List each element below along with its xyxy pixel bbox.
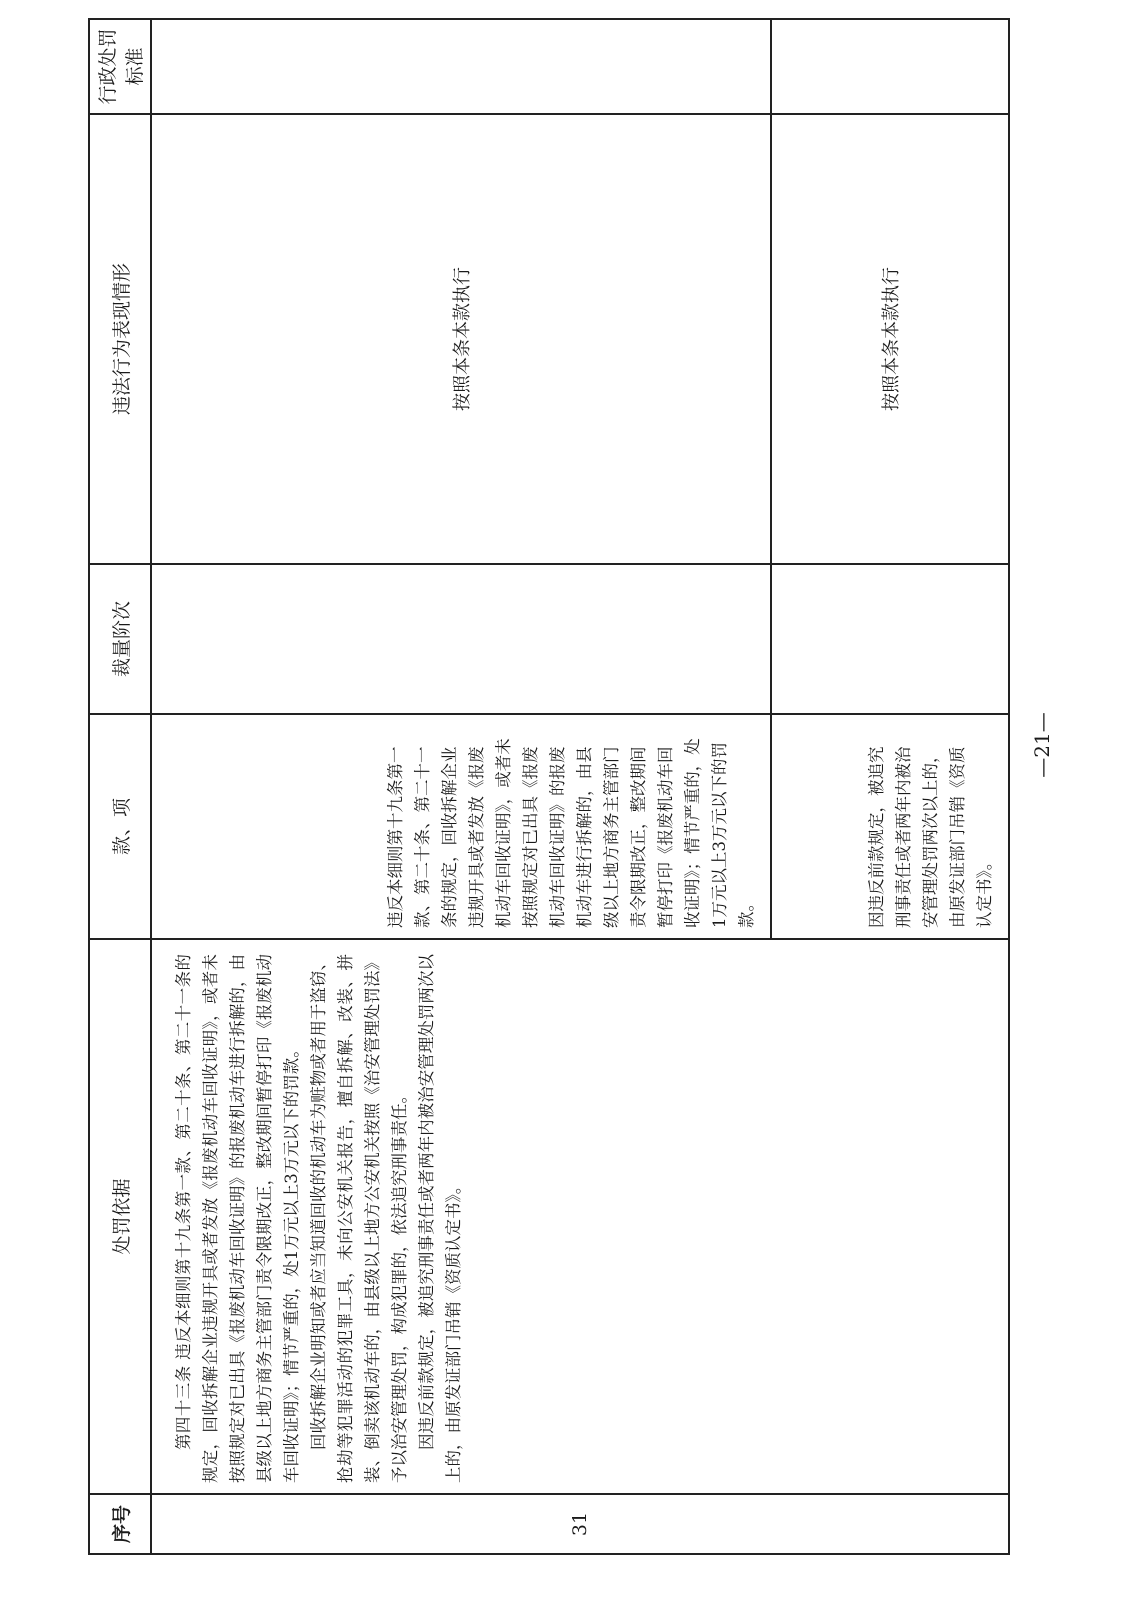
basis-cell (151, 939, 1009, 1494)
page-number: —21— (1030, 712, 1054, 778)
standard-cell (771, 19, 1009, 114)
clause-cell (151, 714, 771, 939)
header-situation: 违法行为表现情形 (89, 114, 151, 564)
situation-cell: 按照本条本款执行 (151, 114, 771, 564)
level-cell (771, 564, 1009, 714)
header-level: 裁量阶次 (89, 564, 151, 714)
standard-cell (151, 19, 771, 114)
header-clause: 款、项 (89, 714, 151, 939)
header-basis: 处罚依据 (89, 939, 151, 1494)
basis-paragraph: 第四十三条 违反本细则第十九条第一款、第二十条、第二十一条的规定，回收拆解企业违规开具或者发放《报废机动车回收证明》，或者未按照规定对已出具《报废机动车回收证明》的报废机动车进行拆解的，由县级以上地方商务主管部门责令限期改正，整改期间暂停打印《报废机动车回收证明》；情节严重的，处1万元以上3万元以下的罚款。 (174, 954, 301, 1483)
row-seq: 31 (151, 1494, 1009, 1554)
basis-paragraph: 因违反前款规定，被追究刑事责任或者两年内被治安管理处罚两次以上的，由原发证部门吊销《资质认定书》。 (417, 954, 463, 1483)
header-seq: 序号 (89, 1494, 151, 1554)
table-header-row (89, 19, 151, 1554)
table-row (151, 19, 771, 1554)
penalty-table (88, 18, 1010, 1555)
header-standard: 行政处罚标准 (89, 19, 151, 114)
level-cell (151, 564, 771, 714)
clause-text: 违反本细则第十九条第一款、第二十条、第二十一条的规定，回收拆解企业违规开具或者发放《报废机动车回收证明》，或者未按照规定对已出具《报废机动车回收证明》的报废机动车进行拆解的，由县级以上地方商务主管部门责令限期改正，整改期间暂停打印《报废机动车回收证明》；情节严重的，处1万元以上3万元以下的罚款。 (386, 738, 756, 928)
basis-paragraph: 回收拆解企业明知或者应当知道回收的机动车为赃物或者用于盗窃、抢劫等犯罪活动的犯罪工具，未向公安机关报告，擅自拆解、改装、拼装、倒卖该机动车的，由县级以上地方公安机关按照《治安管理处罚法》予以治安管理处罚，构成犯罪的，依法追究刑事责任。 (309, 954, 409, 1483)
clause-cell (771, 714, 1009, 939)
situation-cell: 按照本条本款执行 (771, 114, 1009, 564)
rotated-table-sheet (88, 20, 1010, 1555)
clause-text: 因违反前款规定，被追究刑事责任或者两年内被治安管理处罚两次以上的，由原发证部门吊销《资质认定书》。 (867, 746, 994, 928)
